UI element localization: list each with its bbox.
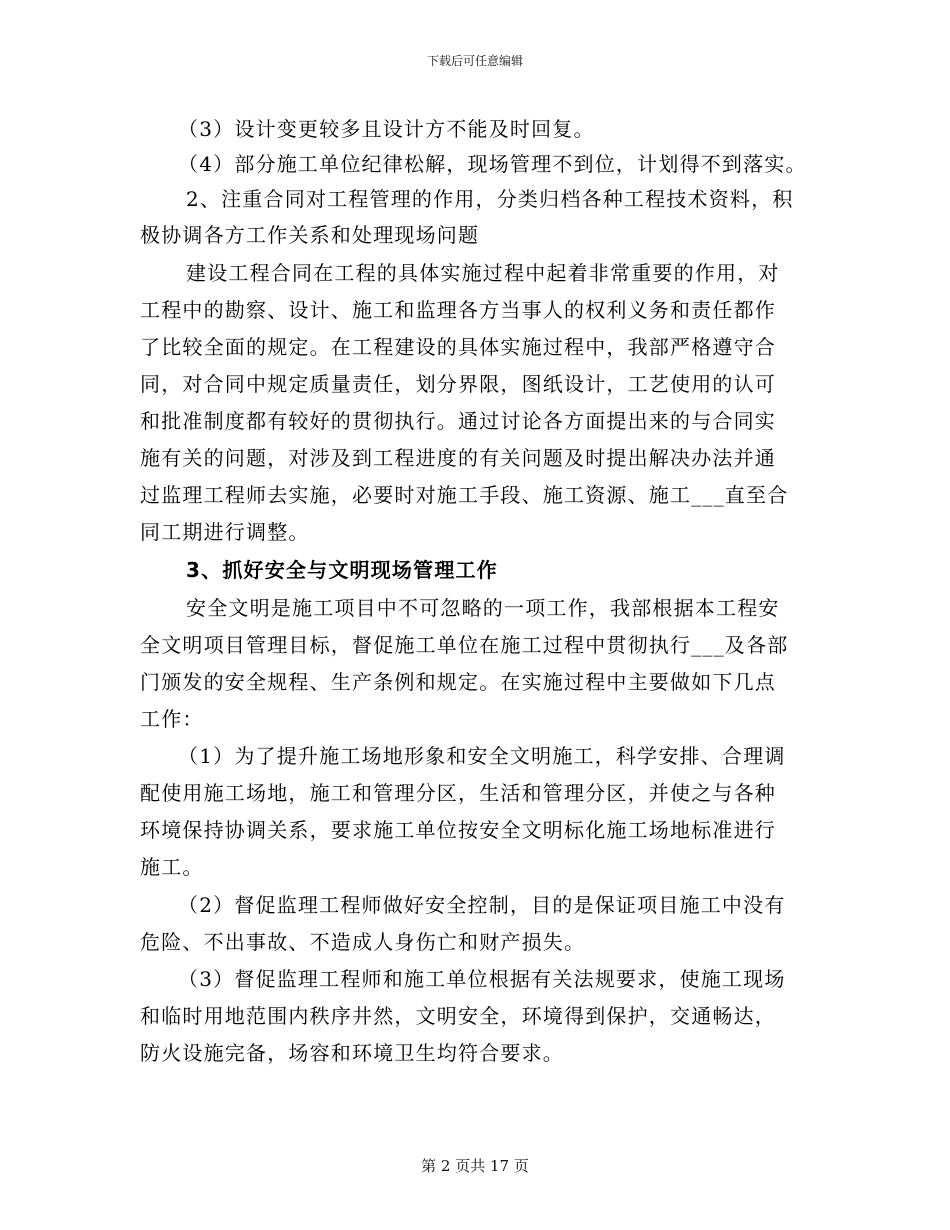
paragraph-line: 施工。 — [140, 855, 204, 879]
section-heading: 3、抓好安全与文明现场管理工作 — [186, 558, 498, 582]
paragraph-line: 安全文明是施工项目中不可忽略的一项工作，我部根据本工程安 — [186, 596, 780, 620]
paragraph-line: 了比较全面的规定。在工程建设的具体实施过程中，我部严格遵守合 — [140, 335, 776, 359]
paragraph-line: 施有关的问题，对涉及到工程进度的有关问题及时提出解决办法并通 — [140, 446, 776, 470]
paragraph-line: 工程中的勘察、设计、施工和监理各方当事人的权利义务和责任都作 — [140, 298, 776, 322]
paragraph-line: 配使用施工场地，施工和管理分区，生活和管理分区，并使之与各种 — [140, 781, 776, 805]
paragraph-line: （3）设计变更较多且设计方不能及时回复。 — [178, 117, 595, 141]
paragraph-line: 环境保持协调关系，要求施工单位按安全文明标化施工场地标准进行 — [140, 818, 776, 842]
paragraph-line: （1）为了提升施工场地形象和安全文明施工，科学安排、合理调 — [178, 744, 786, 768]
paragraph-line: 建设工程合同在工程的具体实施过程中起着非常重要的作用，对 — [186, 261, 780, 285]
page-header: 下载后可任意编辑 — [426, 54, 523, 68]
paragraph-line: （4）部分施工单位纪律松解，现场管理不到位，计划得不到落实。 — [178, 152, 807, 176]
page-footer: 第 2 页共 17 页 — [421, 1157, 529, 1175]
paragraph-line: 极协调各方工作关系和处理现场问题 — [140, 223, 480, 247]
paragraph-line: 过监理工程师去实施，必要时对施工手段、施工资源、施工___直至合 — [140, 483, 789, 507]
paragraph-line: 2、注重合同对工程管理的作用，分类归档各种工程技术资料，积 — [186, 187, 794, 211]
paragraph-line: 门颁发的安全规程、生产条例和规定。在实施过程中主要做如下几点 — [140, 670, 776, 694]
paragraph-line: 工作： — [140, 707, 204, 731]
paragraph-line: 危险、不出事故、不造成人身伤亡和财产损失。 — [140, 930, 586, 954]
paragraph-line: 防火设施完备，场容和环境卫生均符合要求。 — [140, 1041, 564, 1065]
paragraph-line: 同工期进行调整。 — [140, 520, 310, 544]
paragraph-line: （2）督促监理工程师做好安全控制，目的是保证项目施工中没有 — [178, 893, 786, 917]
paragraph-line: 和临时用地范围内秩序井然，文明安全，环境得到保护，交通畅达， — [140, 1004, 776, 1028]
paragraph-line: 同，对合同中规定质量责任，划分界限，图纸设计，工艺使用的认可 — [140, 372, 776, 396]
paragraph-line: 全文明项目管理目标，督促施工单位在施工过程中贯彻执行___及各部 — [140, 633, 789, 657]
paragraph-line: 和批准制度都有较好的贯彻执行。通过讨论各方面提出来的与合同实 — [140, 409, 776, 433]
paragraph-line: （3）督促监理工程师和施工单位根据有关法规要求，使施工现场 — [178, 967, 786, 991]
